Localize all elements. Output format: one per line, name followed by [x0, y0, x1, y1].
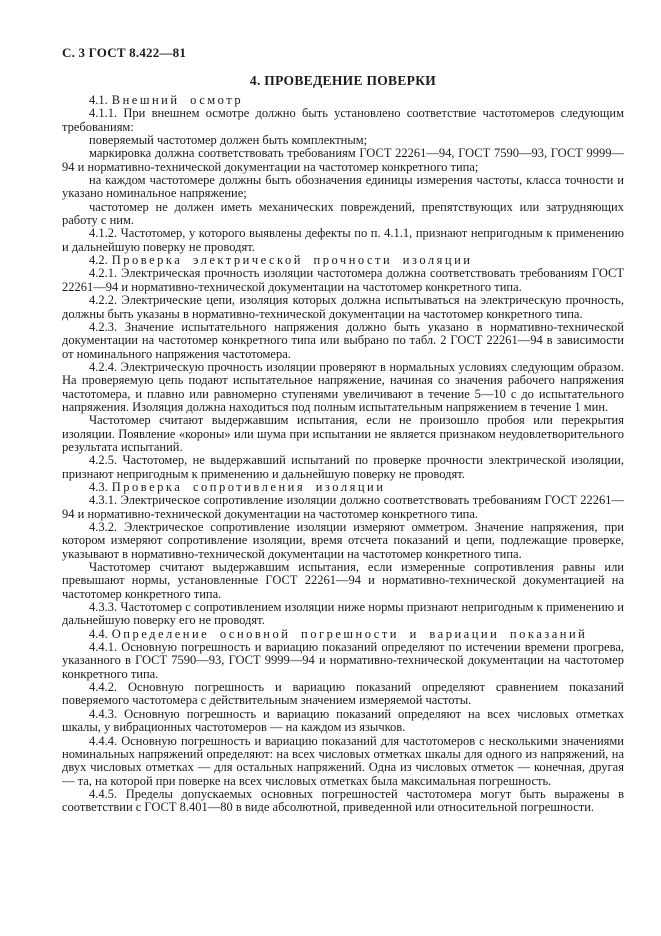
document-title: 4. ПРОВЕДЕНИЕ ПОВЕРКИ: [249, 73, 437, 88]
paragraph: на каждом частотомере должны быть обозначения единицы измерения частоты, класса точности и указано номинальное напряжение;: [62, 173, 624, 201]
section-title: Определение основной погрешности и вариации показаний: [111, 626, 588, 641]
paragraph: 4.2.1. Электрическая прочность изоляции частотомера должна соответствовать требованиям ГОСТ 22261—94 и нормативно-технической документации на частотомер конкретного типа.: [62, 266, 624, 294]
section-title: Внешний осмотр: [111, 93, 244, 107]
paragraph: 4.2.4. Электрическую прочность изоляции проверяют в нормальных условиях следующим образом. На проверяемую цепь подают испытательное напряжение, начиная со значения рабочего напряжения частотомера, и плавно или равномерно ступенями увеличивают в течение 5—10 с до испытательного напряжения. Изоляция должна находиться под полным испытательным напряжением в течение 1 мин.: [62, 359, 624, 414]
paragraph: 4.3.3. Частотомер с сопротивлением изоляции ниже нормы признают непригодным к применению и дальнейшую поверку его не проводят.: [62, 600, 624, 628]
paragraph: 4.4.3. Основную погрешность и вариацию показаний определяют на всех числовых отметках шкалы, у вибрационных частотомеров — на каждом из язычков.: [62, 706, 624, 735]
paragraph: Частотомер считают выдержавшим испытания, если измеренные сопротивления равны или превышают нормы, установленные ГОСТ 22261—94 и нормативно-технической документацией на частотомер конкретного типа.: [62, 560, 624, 601]
paragraph: 4.4.2. Основную погрешность и вариацию показаний определяют сравнением показаний поверяемого частотомера с действительным значением измеряемой частоты.: [62, 680, 624, 708]
page-header: С. 3 ГОСТ 8.422—81: [62, 45, 187, 60]
section-title: Проверка электрической прочности изоляции: [111, 253, 473, 268]
paragraph: 4.3.1. Электрическое сопротивление изоляции должно соответствовать требованиям ГОСТ 22261—94 и нормативно-технической документации на частотомер конкретного типа.: [62, 493, 624, 521]
paragraph: 4.1.1. При внешнем осмотре должно быть установлено соответствие частотомеров следующим требованиям:: [62, 106, 624, 134]
section-heading-4-3: [62, 481, 624, 494]
section-4-3: [62, 481, 624, 628]
paragraph: 4.2.5. Частотомер, не выдержавший испытаний по проверке прочности электрической изоляции, признают непригодным к применению и дальнейшую поверку не проводят.: [62, 453, 624, 481]
section-4-1: [62, 94, 624, 254]
paragraph: 4.1.2. Частотомер, у которого выявлены дефекты по п. 4.1.1, признают непригодным к применению и дальнейшую поверку не проводят.: [62, 226, 624, 254]
paragraph: 4.4.5. Пределы допускаемых основных погрешностей частотомера могут быть выражены в соответствии с ГОСТ 8.401—80 в виде абсолютной, приведенной или относительной погрешности.: [62, 786, 624, 815]
paragraph: 4.2.3. Значение испытательного напряжения должно быть указано в нормативно-технической документации на частотомер конкретного типа или выбрано по табл. 2 ГОСТ 22261—94 в зависимости от номинального напряжения частотомера.: [62, 319, 624, 361]
section-number: 4.3.: [89, 479, 108, 494]
paragraph: маркировка должна соответствовать требованиям ГОСТ 22261—94, ГОСТ 7590—93, ГОСТ 9999—94 и нормативно-технической документации на частотомер конкретного типа;: [62, 146, 624, 174]
section-number: 4.4.: [89, 626, 108, 641]
paragraph: 4.3.2. Электрическое сопротивление изоляции измеряют омметром. Значение напряжения, при котором измеряют сопротивление изоляции, время отсчета показаний и цепи, подлежащие проверке, указывают в нормативно-технической документации на частотомер конкретного типа.: [62, 520, 624, 561]
section-4-2: [62, 254, 624, 481]
section-heading-4-1: [62, 94, 624, 107]
section-number: 4.2.: [89, 253, 108, 268]
paragraph: поверяемый частотомер должен быть комплектным;: [89, 133, 368, 148]
paragraph: Частотомер считают выдержавшим испытания, если не произошло пробоя или перекрытия изоляции. Появление «короны» или шума при испытании не является признаком неудовлетворительного результата испытаний.: [62, 413, 624, 454]
section-number: 4.1.: [89, 93, 108, 107]
paragraph: 4.2.2. Электрические цепи, изоляция которых должна испытываться на электрическую прочность, должны быть указаны в нормативно-технической документации на частотомер конкретного типа.: [62, 293, 624, 321]
paragraph: частотомер не должен иметь механических повреждений, препятствующих или затрудняющих работу с ним.: [62, 199, 624, 228]
section-4-4: [62, 628, 624, 815]
section-title: Проверка сопротивления изоляции: [111, 479, 386, 494]
section-heading-4-2: [62, 254, 624, 267]
paragraph: 4.4.4. Основную погрешность и вариацию показаний для частотомеров с несколькими значениями номинальных напряжений определяют: на всех числовых отметках шкалы для одного из напряжений, на двух числовых отметках — для остальных напряжений. Одна из числовых отметок — конечная, другая — та, на которой при поверке на всех числовых отметках была максимальная погрешность.: [62, 733, 624, 788]
paragraph: 4.4.1. Основную погрешность и вариацию показаний определяют по истечении времени прогрева, указанного в ГОСТ 7590—93, ГОСТ 9999—94 и нормативно-технической документации на частотомер конкретного типа.: [62, 640, 624, 681]
section-heading-4-4: [62, 628, 624, 641]
